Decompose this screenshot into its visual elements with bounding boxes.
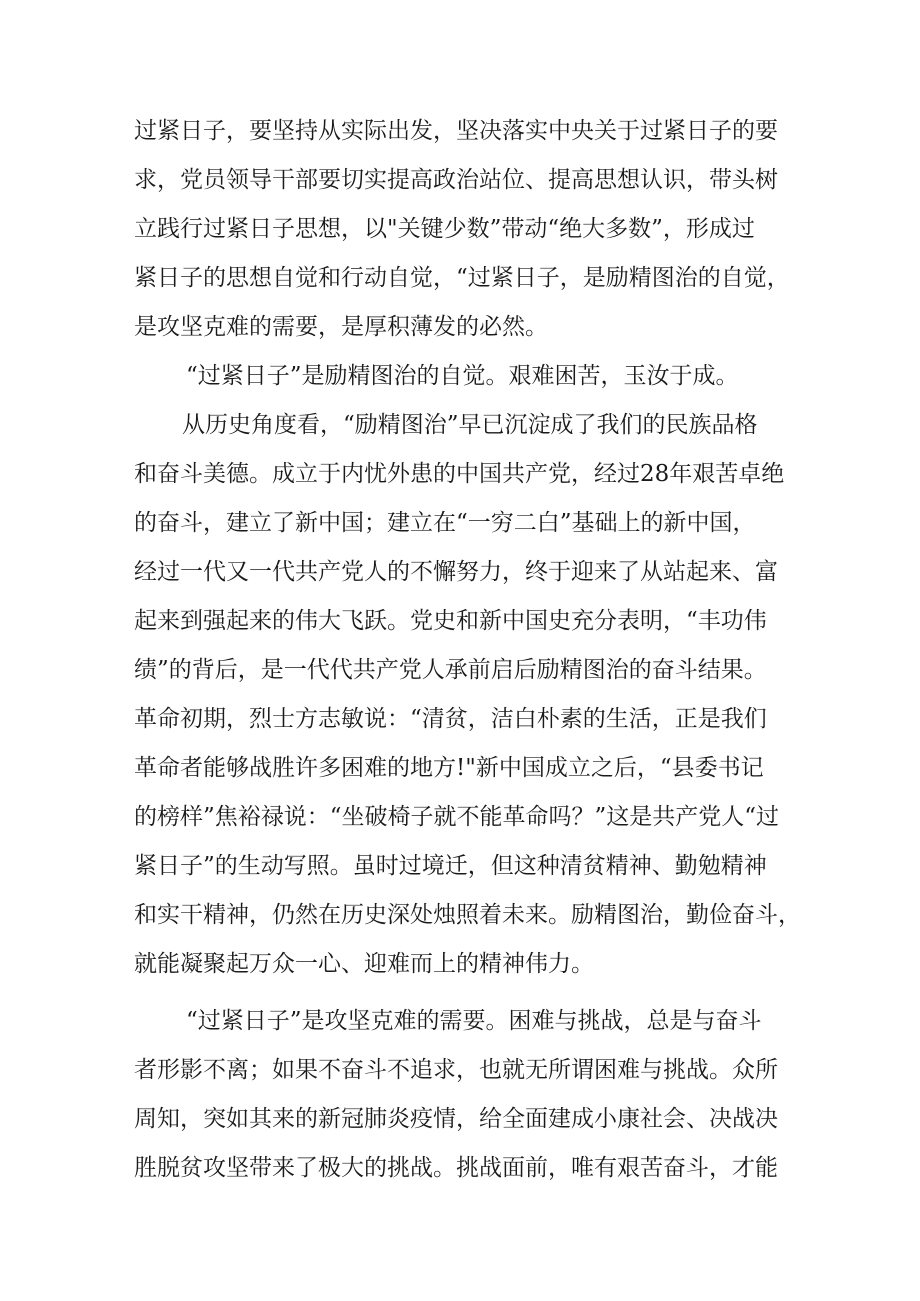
- text-line-content: 绩”的背后，是一代代共产党人承前启后励精图治的奋斗结果。: [134, 657, 767, 683]
- text-line-content: 和奋斗美德。成立于内忧外患的中国共产党，经过28年艰苦卓绝: [134, 461, 785, 487]
- text-line: [0, 405, 920, 445]
- text-line-content: 者形影不离；如果不奋斗不追求，也就无所谓困难与挑战。众所: [134, 1057, 778, 1083]
- text-line: [0, 1001, 920, 1041]
- text-line-content: 胜脱贫攻坚带来了极大的挑战。挑战面前，唯有艰苦奋斗，才能: [134, 1155, 778, 1181]
- text-line-content: 紧日子”的生动写照。虽时过境迁，但这种清贫精神、勤勉精神: [134, 853, 767, 879]
- text-line: [0, 944, 920, 984]
- text-line: [0, 895, 920, 935]
- text-line-content: 就能凝聚起万众一心、迎难而上的精神伟力。: [134, 951, 594, 977]
- text-line-content: 立践行过紧日子思想，以"关键少数”带动“绝大多数”，形成过: [134, 216, 755, 242]
- text-line-content: 从历史角度看，“励精图治”早已沉淀成了我们的民族品格: [182, 412, 758, 438]
- text-line: [0, 503, 920, 543]
- text-line-content: 经过一代又一代共产党人的不懈努力，终于迎来了从站起来、富: [134, 559, 778, 585]
- text-line-content: “过紧日子”是攻坚克难的需要。困难与挑战，总是与奋斗: [186, 1008, 762, 1034]
- text-line-content: 过紧日子，要坚持从实际出发，坚决落实中央关于过紧日子的要: [134, 118, 778, 144]
- text-line-content: 的榜样”焦裕禄说：“坐破椅子就不能革命吗？”这是共产党人“过: [134, 804, 780, 830]
- text-line: [0, 1050, 920, 1090]
- text-line-content: 起来到强起来的伟大飞跃。党史和新中国史充分表明，“丰功伟: [134, 608, 767, 634]
- text-line: [0, 111, 920, 151]
- text-line: [0, 258, 920, 298]
- text-line: [0, 356, 920, 396]
- text-line-content: 革命者能够战胜许多困难的地方!"新中国成立之后，“县委书记: [134, 755, 764, 781]
- text-line: [0, 1099, 920, 1139]
- text-line: [0, 797, 920, 837]
- text-line: [0, 601, 920, 641]
- text-line-content: 和实干精神，仍然在历史深处烛照着未来。励精图治，勤俭奋斗，: [134, 902, 801, 928]
- text-line-content: “过紧日子”是励精图治的自觉。艰难困苦，玉汝于成。: [186, 363, 739, 389]
- text-line: [0, 846, 920, 886]
- text-line: [0, 748, 920, 788]
- text-line: [0, 454, 920, 494]
- text-line-content: 紧日子的思想自觉和行动自觉，“过紧日子，是励精图治的自觉，: [134, 265, 790, 291]
- text-line-content: 的奋斗，建立了新中国；建立在“一穷二白”基础上的新中国，: [134, 510, 756, 536]
- text-line: [0, 650, 920, 690]
- text-line-content: 求，党员领导干部要切实提高政治站位、提高思想认识，带头树: [134, 167, 778, 193]
- text-line: [0, 699, 920, 739]
- text-line: [0, 209, 920, 249]
- text-line: [0, 1148, 920, 1188]
- text-line-content: 周知，突如其来的新冠肺炎疫情，给全面建成小康社会、决战决: [134, 1106, 778, 1132]
- text-line: [0, 307, 920, 347]
- text-line: [0, 552, 920, 592]
- text-line-content: 革命初期，烈士方志敏说：“清贫，洁白朴素的生活，正是我们: [134, 706, 767, 732]
- text-line-content: 是攻坚克难的需要，是厚积薄发的必然。: [134, 314, 548, 340]
- text-line: [0, 160, 920, 200]
